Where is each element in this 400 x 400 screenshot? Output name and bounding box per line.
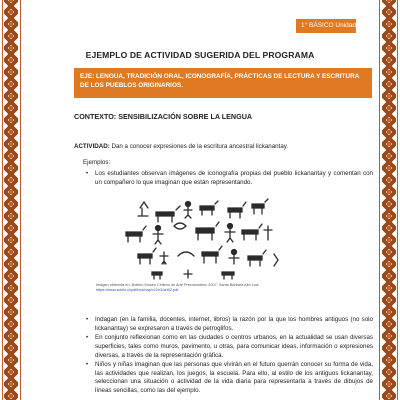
caption-source: Imagen obtenida en: Boletín Museo Chileno de Arte Precolombino 2007, Santa Bárbara Alto Loa. <box>96 283 260 287</box>
decorative-border-right <box>382 0 396 400</box>
page-title: EJEMPLO DE ACTIVIDAD SUGERIDA DEL PROGRAMA <box>85 50 315 60</box>
list-item: • Indagan (en la familia, docentes, internet, libros) la razón por la que los hombres antiguos (no solo lickanantay) se expresaron a través de petroglifos. <box>83 316 373 334</box>
list-item: • Los estudiantes observan imágenes de iconografía propias del pueblo lickanantay y comentan con un compañero lo que imaginan que están representando. <box>83 170 373 188</box>
list-item: • En conjunto reflexionan como en las ciudades o centros urbanos, en la actualidad se usan diversas superficies, tales como muros, pavimento, u otras, para comunicar ideas, información o expresiones diversas, a través de la representación gráfica. <box>83 334 373 360</box>
border-line <box>397 0 398 400</box>
bullet-list-top <box>83 170 373 188</box>
ejemplos-label: Ejemplos: <box>83 159 111 166</box>
grade-badge: 1° BÁSICO Unidad 4 <box>296 19 356 33</box>
actividad-text: Dan a conocer expresiones de la escritura ancestral lickanantay. <box>109 143 289 150</box>
list-item: • Niños y niñas imaginan que las personas que vivirán en el futuro querrán conocer su forma de vida, las actividades que realizan, los juegos, la escuela. Para ello, al estilo de los antiguos lickanantay, seleccionan una situación o actividad de la vida diaria para representarla a través de dibujos de líneas sencillas, como las del ejemplo. <box>83 361 373 396</box>
bullet-list-bottom <box>83 316 373 396</box>
petroglyph-image <box>118 196 288 281</box>
eje-banner: EJE: LENGUA, TRADICIÓN ORAL, ICONOGRAFÍA, PRÁCTICAS DE LECTURA Y ESCRITURA DE LOS PUEBLOS ORIGINARIOS. <box>74 68 372 98</box>
image-caption <box>96 283 259 293</box>
decorative-border-left <box>4 0 18 400</box>
caption-link[interactable]: https://www.scielo.cl/pdf/bmchap/v12n2/art02.pdf <box>96 288 179 292</box>
contexto-heading: CONTEXTO: SENSIBILIZACIÓN SOBRE LA LENGUA <box>74 112 253 121</box>
actividad-line <box>74 143 288 150</box>
border-line <box>20 0 21 400</box>
border-line <box>2 0 3 400</box>
border-line <box>379 0 380 400</box>
actividad-label: ACTIVIDAD: <box>74 143 110 150</box>
